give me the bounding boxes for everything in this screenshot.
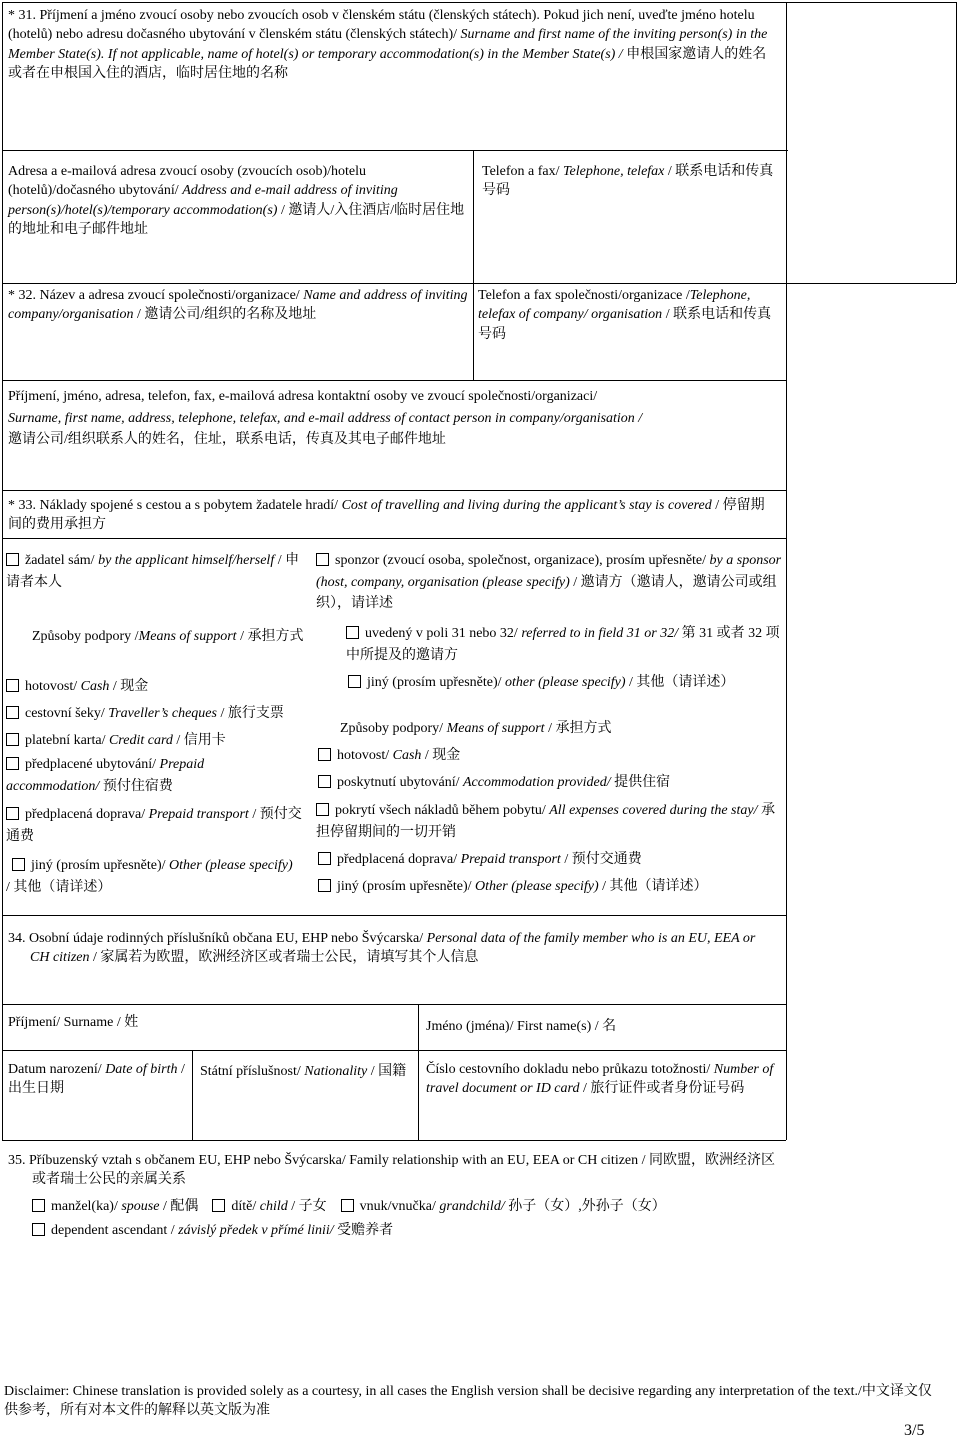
checkbox-sponsor-accommodation[interactable] <box>318 775 331 788</box>
rule <box>2 150 788 151</box>
page-number: 3/5 <box>904 1422 925 1439</box>
checkbox-sponsor[interactable] <box>316 553 329 566</box>
rule <box>2 380 786 381</box>
field-31-heading: * 31. Příjmení a jméno zvoucí osoby nebo zvoucích osob v členském státu (členských státech). Pokud jich není, uveďte jméno hotelu (hotelů) nebo adresu dočasného ubytování v členském státu (členských státech)/ Surname and first name of the inviting person(s) in the Member State(s). If not applicable, name of hotel(s) or temporary accommodation(s) in the Member State(s) / 申根国家邀请人的姓名或者在申根国入住的酒店，临时居住地的名称 <box>8 8 768 81</box>
option-applicant[interactable]: žadatel sám/ by the applicant himself/herself / 申请者本人 <box>6 553 300 590</box>
date-of-birth-label: Datum narození/ Date of birth / 出生日期 <box>8 1062 185 1097</box>
applicant-card[interactable]: platební karta/ Credit card / 信用卡 <box>6 731 312 750</box>
option-dependent[interactable]: dependent ascendant / závislý předek v přímé linii/ 受赡养者 <box>32 1221 782 1240</box>
first-name-label: Jméno (jména)/ First name(s) / 名 <box>426 1019 617 1034</box>
rule <box>786 2 787 1140</box>
checkbox-cash[interactable] <box>6 679 19 692</box>
checkbox-grandchild[interactable] <box>341 1199 354 1212</box>
checkbox-sponsor-other[interactable] <box>348 675 361 688</box>
surname-label: Příjmení/ Surname / 姓 <box>8 1015 139 1030</box>
rule <box>2 1004 786 1005</box>
sponsor-other-2[interactable]: jiný (prosím upřesněte)/ Other (please specify) / 其他（请详述） <box>318 877 778 896</box>
document-number-label: Číslo cestovního dokladu nebo průkazu totožnosti/ Number of travel document or ID card / 旅行证件或者身份证号码 <box>426 1062 774 1097</box>
sponsor-means-of-support: Způsoby podpory/ Means of support / 承担方式 <box>340 721 612 736</box>
field-31-address-label: Adresa a e-mailová adresa zvoucí osoby (zvoucích osob)/hotelu (hotelů)/dočasného ubytování/ Address and e-mail address of inviting person(s)/hotel(s)/temporary accommodation(s) / 邀请人/入住酒店/临时居住地的地址和电子邮件地址 <box>8 164 465 237</box>
option-child[interactable]: dítě/ child / 子女 <box>212 1199 326 1214</box>
rule <box>192 1050 193 1140</box>
checkbox-cheques[interactable] <box>6 706 19 719</box>
nationality-label: Státní příslušnost/ Nationality / 国籍 <box>200 1064 407 1079</box>
checkbox-spouse[interactable] <box>32 1199 45 1212</box>
sponsor-accommodation[interactable]: poskytnutí ubytování/ Accommodation provided/ 提供住宿 <box>318 773 758 792</box>
applicant-cash[interactable]: hotovost/ Cash / 现金 <box>6 677 312 696</box>
option-spouse[interactable]: manžel(ka)/ spouse / 配偶 <box>32 1199 198 1214</box>
field-33-heading: * 33. Náklady spojené s cestou a s pobytem žadatele hradí/ Cost of travelling and living during the applicant’s stay is covered / 停留期间的费用承担方 <box>8 498 765 533</box>
field-34-heading: 34. Osobní údaje rodinných příslušníků občana EU, EHP nebo Švýcarska/ Personal data of the family member who is an EU, EEA or CH citizen / 家属若为欧盟，欧洲经济区或者瑞士公民，请填写其个人信息 <box>8 931 756 966</box>
rule <box>2 1050 786 1051</box>
field-32-contact-label: Příjmení, jméno, adresa, telefon, fax, e-mailová adresa kontaktní osoby ve zvoucí společnosti/organizaci/ Surname, first name, address, telephone, telefax, and e-mail address of contact person in company/organisation / 邀请公司/组织联系人的姓名，住址，联系电话，传真及其电子邮件地址 <box>8 389 643 448</box>
option-sponsor[interactable]: sponzor (zvoucí osoba, společnost, organizace), prosím upřesněte/ by a sponsor (host, company, organisation (please specify) / 邀请方（邀请人，邀请公司或组织），请详述 <box>316 553 782 612</box>
field-35-heading: 35. Příbuzenský vztah s občanem EU, EHP nebo Švýcarska/ Family relationship with an EU, EEA or CH citizen / 同欧盟，欧洲经济区或者瑞士公民的亲属关系 <box>8 1153 776 1188</box>
sponsor-cash[interactable]: hotovost/ Cash / 现金 <box>318 746 758 765</box>
rule <box>2 490 786 491</box>
rule <box>2 915 786 916</box>
rule <box>2 2 3 1140</box>
rule <box>2 538 786 539</box>
rule <box>2 283 956 284</box>
checkbox-sponsor-other-2[interactable] <box>318 879 331 892</box>
relationship-options <box>32 1197 782 1216</box>
option-grandchild[interactable]: vnuk/vnučka/ grandchild/ 孙子（女）,外孙子（女） <box>341 1199 666 1214</box>
sponsor-referred[interactable]: uvedený v poli 31 nebo 32/ referred to in field 31 or 32/ 第 31 或者 32 项中所提及的邀请方 <box>346 626 780 663</box>
rule <box>418 1050 419 1140</box>
applicant-transport[interactable]: předplacená doprava/ Prepaid transport / 预付交通费 <box>6 807 302 844</box>
field-32-heading: * 32. Název a adresa zvoucí společnosti/organizace/ Name and address of inviting company/organisation / 邀请公司/组织的名称及地址 <box>8 288 468 323</box>
field-32-phone-label: Telefon a fax společnosti/organizace /Telephone, telefax of company/ organisation / 联系电话和传真号码 <box>478 288 772 342</box>
rule <box>956 2 957 283</box>
field-31-phone-label: Telefon a fax/ Telephone, telefax / 联系电话和传真号码 <box>482 164 774 199</box>
sponsor-expenses[interactable]: pokrytí všech nákladů během pobytu/ All expenses covered during the stay/ 承担停留期间的一切开销 <box>316 803 775 840</box>
sponsor-transport[interactable]: předplacená doprava/ Prepaid transport / 预付交通费 <box>318 850 758 869</box>
checkbox-transport[interactable] <box>6 807 19 820</box>
checkbox-card[interactable] <box>6 733 19 746</box>
rule <box>473 150 474 380</box>
checkbox-child[interactable] <box>212 1199 225 1212</box>
applicant-other[interactable]: jiný (prosím upřesněte)/ Other (please specify) / 其他（请详述） <box>6 858 293 895</box>
sponsor-other[interactable]: jiný (prosím upřesněte)/ other (please specify) / 其他（请详述） <box>348 673 784 692</box>
applicant-means-of-support: Způsoby podpory /Means of support / 承担方式 <box>32 629 304 644</box>
rule <box>418 1004 419 1050</box>
checkbox-referred[interactable] <box>346 626 359 639</box>
checkbox-dependent[interactable] <box>32 1223 45 1236</box>
applicant-accommodation[interactable]: předplacené ubytování/ Prepaid accommodation/ 预付住宿费 <box>6 757 205 794</box>
checkbox-sponsor-expenses[interactable] <box>316 803 329 816</box>
disclaimer: Disclaimer: Chinese translation is provided solely as a courtesy, in all cases the English version shall be decisive regarding any interpretation of the text./中文译文仅供参考，所有对本文件的解释以英文版为准 <box>4 1384 932 1419</box>
rule <box>2 1140 786 1141</box>
checkbox-sponsor-cash[interactable] <box>318 748 331 761</box>
rule <box>2 2 956 3</box>
checkbox-applicant[interactable] <box>6 553 19 566</box>
checkbox-other[interactable] <box>12 858 25 871</box>
checkbox-sponsor-transport[interactable] <box>318 852 331 865</box>
applicant-cheques[interactable]: cestovní šeky/ Traveller’s cheques / 旅行支票 <box>6 704 318 723</box>
checkbox-accommodation[interactable] <box>6 757 19 770</box>
